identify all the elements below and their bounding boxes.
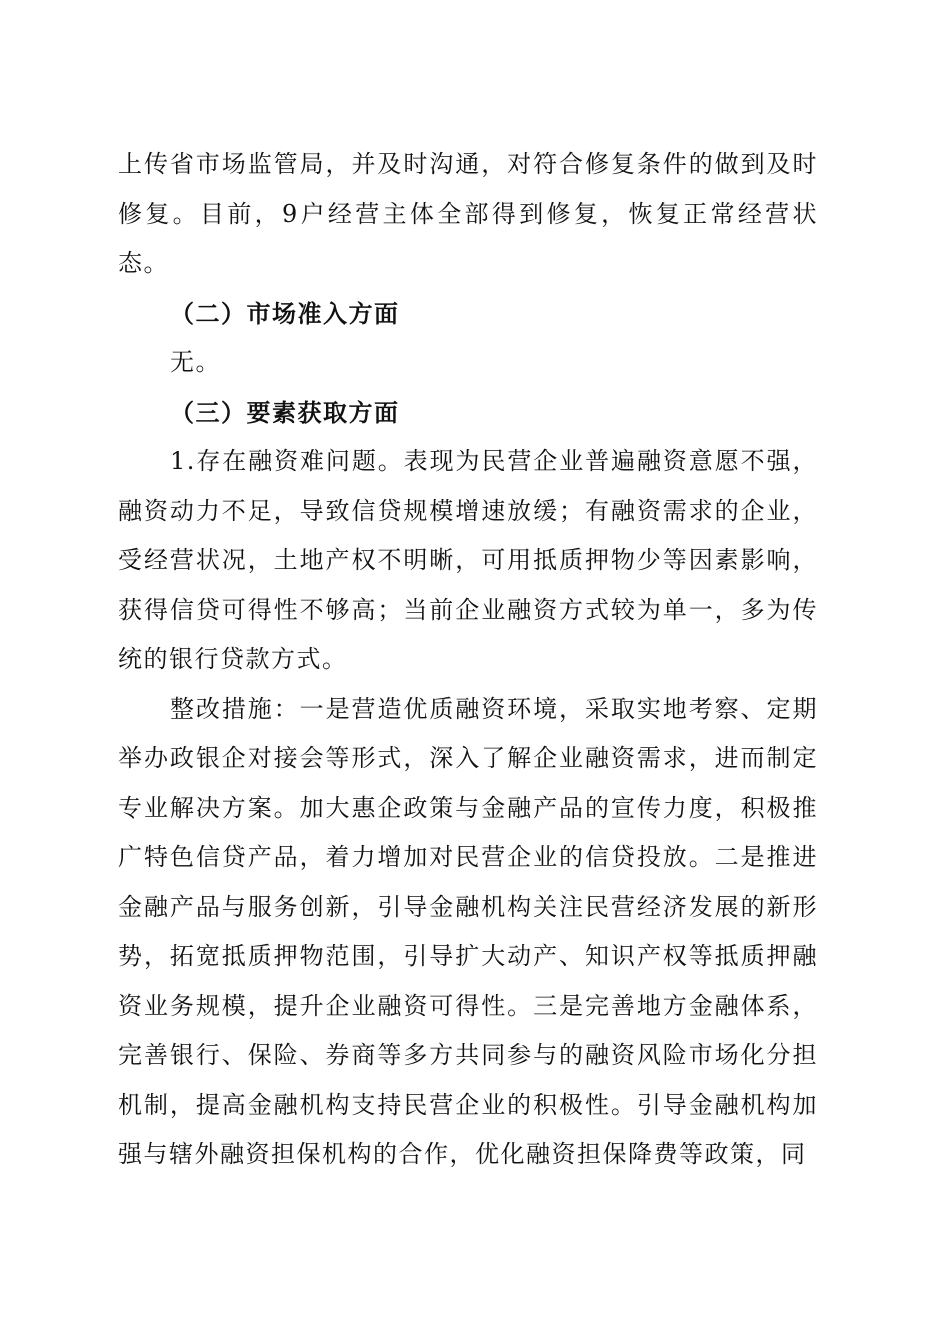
paragraph-continuation: 上传省市场监管局，并及时沟通，对符合修复条件的做到及时修复。目前，9户经营主体全部得到修复，恢复正常经营状态。 [118,150,818,277]
paragraph-financing-problem: 1.存在融资难问题。表现为民营企业普遍融资意愿不强，融资动力不足，导致信贷规模增速放缓；有融资需求的企业，受经营状况，土地产权不明晰，可用抵质押物少等因素影响，获得信贷可得性不够高；当前企业融资方式较为单一，多为传统的银行贷款方式。 [118,447,818,673]
paragraph-none: 无。 [170,348,221,376]
section-heading-market-access: （二）市场准入方面 [170,298,400,328]
document-body [118,140,818,1180]
section-heading-factor-acquisition: （三）要素获取方面 [170,397,400,427]
paragraph-rectification-measures: 整改措施：一是营造优质融资环境，采取实地考察、定期举办政银企对接会等形式，深入了解企业融资需求，进而制定专业解决方案。加大惠企政策与金融产品的宣传力度，积极推广特色信贷产品，着力增加对民营企业的信贷投放。二是推进金融产品与服务创新，引导金融机构关注民营经济发展的新形势，拓宽抵质押物范围，引导扩大动产、知识产权等抵质押融资业务规模，提升企业融资可得性。三是完善地方金融体系，完善银行、保险、券商等多方共同参与的融资风险市场化分担机制，提高金融机构支持民营企业的积极性。引导金融机构加强与辖外融资担保机构的合作，优化融资担保降费等政策，同 [118,694,818,1168]
